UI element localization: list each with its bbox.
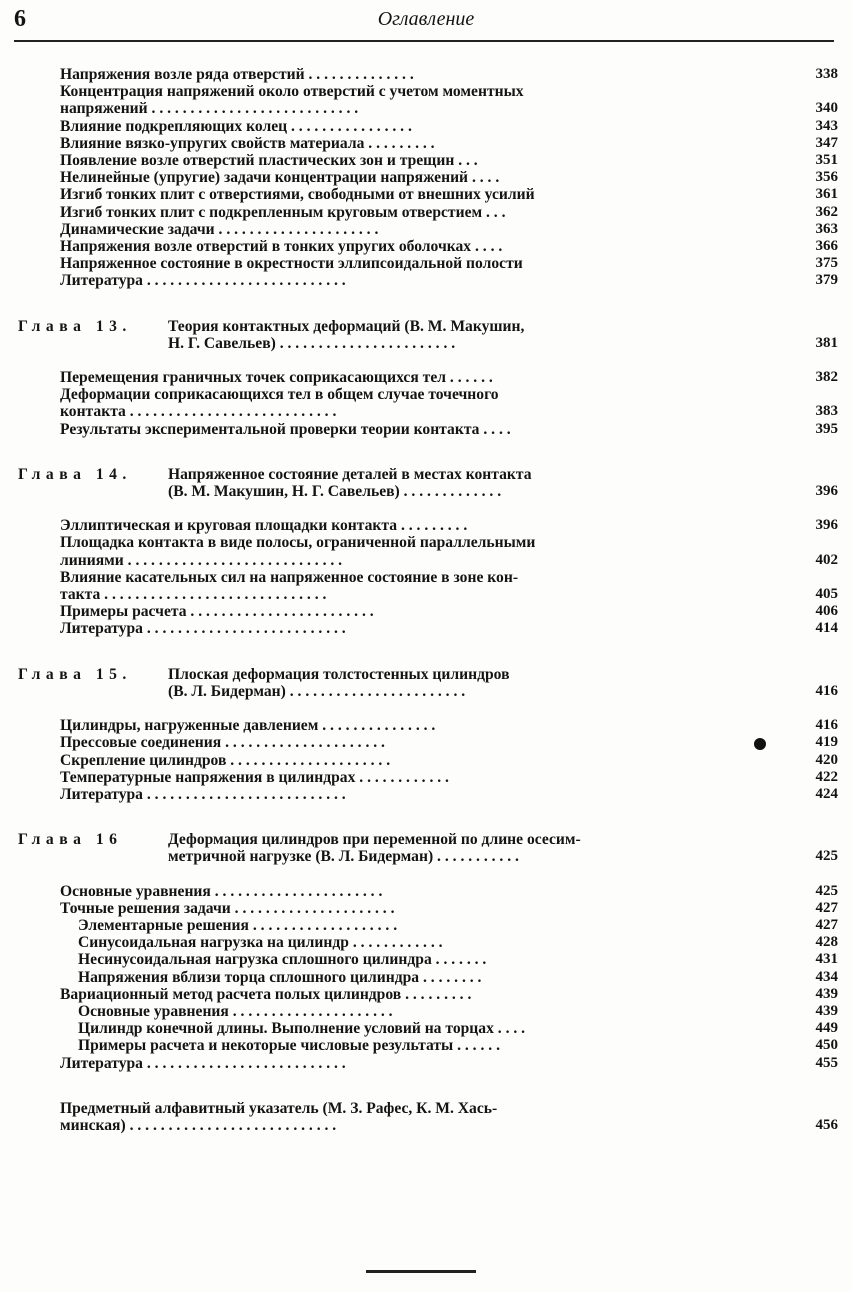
toc-entry-line: линиями . . . . . . . . . . . . . . . . . . . . . . . . . . . . (60, 551, 343, 569)
toc-entry-line: Цилиндр конечной длины. Выполнение условий на торцах . . . . (78, 1020, 526, 1038)
toc-entry (60, 785, 838, 803)
toc-page-number: 427 (815, 899, 838, 916)
chapter-title: Деформация цилиндров при переменной по длине осесим- (168, 831, 581, 849)
end-rule (366, 1270, 476, 1273)
chapter-title: Напряженное состояние деталей в местах контакта (168, 465, 532, 483)
page-number: 6 (14, 6, 26, 32)
toc-entry-line: Площадка контакта в виде полосы, ограниченной параллельными (60, 534, 536, 552)
toc-page-number: 383 (815, 403, 838, 420)
toc-entry (60, 717, 838, 735)
toc-entry-line: такта . . . . . . . . . . . . . . . . . . . . . . . . . . . . . (60, 586, 327, 604)
toc-entry-line: Примеры расчета и некоторые числовые результаты . . . . . . (78, 1037, 500, 1055)
toc-entry (60, 534, 838, 569)
chapter-title: Плоская деформация толстостенных цилиндров (168, 665, 510, 683)
toc-entry-line: Напряжения вблизи торца сплошного цилиндра . . . . . . . . (78, 968, 482, 986)
toc-page-number: 455 (815, 1054, 838, 1071)
toc-entry (60, 238, 838, 256)
toc-page-number: 395 (815, 420, 838, 437)
toc-entry (60, 152, 838, 170)
toc-entry-line: Напряжения возле отверстий в тонких упругих оболочках . . . . (60, 238, 503, 256)
toc-entry (60, 169, 838, 187)
toc-entry-line: Цилиндры, нагруженные давлением . . . . . . . . . . . . . . . (60, 717, 436, 735)
toc-entry-line: Изгиб тонких плит с отверстиями, свободными от внешних усилий (60, 186, 535, 204)
toc-entry (60, 899, 838, 917)
toc-entry-line: Несинусоидальная нагрузка сплошного цилиндра . . . . . . . (78, 951, 487, 969)
chapter-label: Глава 13. (18, 317, 132, 335)
toc-entry (78, 968, 838, 986)
chapter-label: Глава 14. (18, 465, 132, 483)
toc-page-number: 422 (815, 768, 838, 785)
toc-page-number: 434 (815, 968, 838, 985)
toc-entry (60, 603, 838, 621)
toc-entry-line: Температурные напряжения в цилиндрах . . . . . . . . . . . . (60, 768, 449, 786)
toc-page-number: 363 (815, 220, 838, 237)
toc-entry-line: Литература . . . . . . . . . . . . . . . . . . . . . . . . . . (60, 620, 346, 638)
toc-page-number: 356 (815, 169, 838, 186)
toc-page-number: 416 (815, 682, 838, 699)
toc-entry-line: Предметный алфавитный указатель (М. З. Рафес, К. М. Хась- (60, 1099, 498, 1117)
ink-blot (754, 738, 766, 750)
table-of-contents (0, 66, 852, 1134)
toc-entry-line: Напряженное состояние в окрестности эллипсоидальной полости (60, 255, 523, 273)
chapter-heading (18, 317, 838, 352)
toc-entry (60, 134, 838, 152)
toc-page-number: 379 (815, 272, 838, 289)
chapter-title-cont: (В. М. Макушин, Н. Г. Савельев) . . . . . . . . . . . . . (168, 483, 502, 501)
toc-page-number: 456 (815, 1116, 838, 1133)
toc-page-number: 419 (815, 734, 838, 751)
chapter-label: Глава 16 (18, 831, 123, 849)
toc-entry-line: Литература . . . . . . . . . . . . . . . . . . . . . . . . . . (60, 785, 346, 803)
toc-page-number: 405 (815, 586, 838, 603)
toc-page-number: 439 (815, 1002, 838, 1019)
toc-entry-line: Эллиптическая и круговая площадки контакта . . . . . . . . . (60, 517, 468, 535)
toc-page-number: 450 (815, 1037, 838, 1054)
toc-entry (60, 66, 838, 83)
toc-page-number: 402 (815, 551, 838, 568)
toc-entry (60, 517, 838, 535)
toc-entry-line: Вариационный метод расчета полых цилиндров . . . . . . . . . (60, 985, 472, 1003)
toc-entry (78, 1037, 838, 1055)
chapter-heading (18, 465, 838, 501)
toc-page-number: 375 (815, 255, 838, 272)
page-header (0, 0, 852, 46)
toc-entry (60, 220, 838, 238)
toc-entry (78, 951, 838, 969)
toc-page-number: 414 (815, 620, 838, 637)
chapter-heading (18, 831, 838, 866)
toc-entry-line: Появление возле отверстий пластических зон и трещин . . . (60, 152, 478, 170)
toc-entry (60, 186, 838, 204)
toc-page-number: 366 (815, 238, 838, 255)
chapter-title-cont: метричной нагрузке (В. Л. Бидерман) . . . . . . . . . . . (168, 848, 519, 866)
toc-entry (60, 882, 838, 900)
toc-entry (78, 1020, 838, 1038)
toc-page-number: 351 (815, 152, 838, 169)
toc-page-number: 396 (815, 517, 838, 534)
toc-page-number: 424 (815, 785, 838, 802)
toc-page-number: 449 (815, 1020, 838, 1037)
toc-page-number: 427 (815, 916, 838, 933)
toc-page-number: 361 (815, 186, 838, 203)
toc-entry (60, 272, 838, 290)
toc-entry (78, 1002, 838, 1020)
toc-page-number: 381 (815, 334, 838, 351)
toc-entry (78, 934, 838, 952)
toc-entry (60, 369, 838, 387)
chapter-label: Глава 15. (18, 665, 132, 683)
toc-entry (60, 203, 838, 221)
toc-entry (60, 734, 838, 752)
toc-entry-line: контакта . . . . . . . . . . . . . . . . . . . . . . . . . . . (60, 403, 337, 421)
chapter-heading (18, 665, 838, 700)
toc-entry-line: Перемещения граничных точек соприкасающихся тел . . . . . . (60, 369, 493, 387)
chapter-title-cont: (В. Л. Бидерман) . . . . . . . . . . . . . . . . . . . . . . . (168, 682, 466, 700)
toc-entry-line: напряжений . . . . . . . . . . . . . . . . . . . . . . . . . . . (60, 100, 359, 118)
toc-page-number: 347 (815, 134, 838, 151)
toc-entry-line: Деформации соприкасающихся тел в общем случае точечного (60, 386, 499, 404)
toc-entry (60, 568, 838, 604)
toc-page-number: 431 (815, 951, 838, 968)
toc-entry (60, 420, 838, 438)
toc-entry (60, 768, 838, 786)
toc-page-number: 396 (815, 483, 838, 500)
toc-entry-line: Прессовые соединения . . . . . . . . . . . . . . . . . . . . . (60, 734, 385, 752)
toc-page-number: 439 (815, 985, 838, 1002)
toc-entry (60, 751, 838, 769)
toc-entry-line: Влияние подкрепляющих колец . . . . . . . . . . . . . . . . (60, 117, 412, 135)
toc-page-number: 420 (815, 751, 838, 768)
toc-entry-line: Влияние касательных сил на напряженное состояние в зоне кон- (60, 568, 519, 586)
toc-page-number: 416 (815, 717, 838, 734)
toc-page-number: 382 (815, 369, 838, 386)
toc-entry (60, 117, 838, 135)
toc-entry-line: Синусоидальная нагрузка на цилиндр . . . . . . . . . . . . (78, 934, 443, 952)
toc-entry-line: Напряжения возле ряда отверстий . . . . . . . . . . . . . . (60, 66, 414, 83)
toc-entry-line: Основные уравнения . . . . . . . . . . . . . . . . . . . . . (78, 1002, 393, 1020)
toc-entry (60, 83, 838, 118)
toc-page-number: 362 (815, 203, 838, 220)
toc-entry-line: Литература . . . . . . . . . . . . . . . . . . . . . . . . . . (60, 272, 346, 290)
toc-entry-line: Влияние вязко-упругих свойств материала . . . . . . . . . (60, 134, 435, 152)
toc-page-number: 338 (815, 66, 838, 82)
toc-entry-line: минская) . . . . . . . . . . . . . . . . . . . . . . . . . . . (60, 1116, 337, 1134)
toc-entry-line: Примеры расчета . . . . . . . . . . . . . . . . . . . . . . . . (60, 603, 374, 621)
index-entry (60, 1099, 838, 1134)
toc-page-number: 425 (815, 848, 838, 865)
toc-entry (60, 985, 838, 1003)
toc-entry (60, 255, 838, 273)
toc-entry-line: Литература . . . . . . . . . . . . . . . . . . . . . . . . . . (60, 1054, 346, 1072)
toc-entry-line: Элементарные решения . . . . . . . . . . . . . . . . . . . (78, 916, 398, 934)
header-rule (14, 40, 834, 42)
chapter-title-cont: Н. Г. Савельев) . . . . . . . . . . . . . . . . . . . . . . . (168, 334, 456, 352)
toc-entry (60, 386, 838, 421)
toc-entry-line: Точные решения задачи . . . . . . . . . . . . . . . . . . . . . (60, 899, 395, 917)
chapter-title: Теория контактных деформаций (В. М. Макушин, (168, 317, 525, 335)
toc-entry-line: Нелинейные (упругие) задачи концентрации напряжений . . . . (60, 169, 500, 187)
toc-entry-line: Результаты экспериментальной проверки теории контакта . . . . (60, 420, 511, 438)
toc-entry (78, 916, 838, 934)
running-title: Оглавление (377, 8, 475, 30)
toc-entry-line: Динамические задачи . . . . . . . . . . . . . . . . . . . . . (60, 220, 379, 238)
toc-entry-line: Концентрация напряжений около отверстий с учетом моментных (60, 83, 524, 101)
toc-page-number: 406 (815, 603, 838, 620)
toc-entry-line: Скрепление цилиндров . . . . . . . . . . . . . . . . . . . . . (60, 751, 391, 769)
toc-entry-line: Основные уравнения . . . . . . . . . . . . . . . . . . . . . . (60, 882, 383, 900)
toc-entry (60, 620, 838, 638)
toc-entry-line: Изгиб тонких плит с подкрепленным круговым отверстием . . . (60, 203, 506, 221)
toc-page-number: 428 (815, 934, 838, 951)
toc-page-number: 340 (815, 100, 838, 117)
toc-page-number: 343 (815, 117, 838, 134)
toc-page-number: 425 (815, 882, 838, 899)
toc-entry (60, 1054, 838, 1072)
